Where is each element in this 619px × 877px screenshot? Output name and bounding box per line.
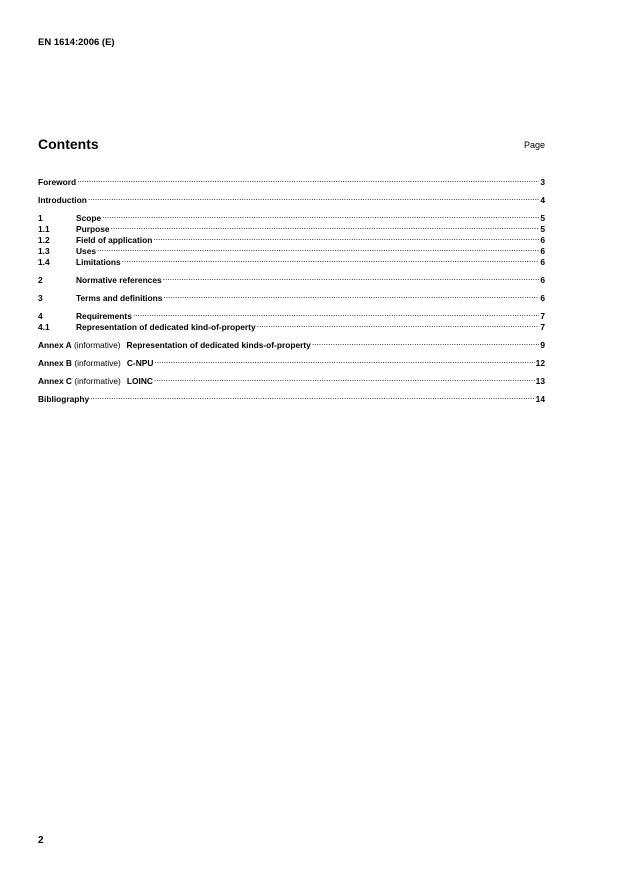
toc-title: LOINC bbox=[126, 376, 153, 386]
toc-entry-scope[interactable] bbox=[38, 211, 545, 221]
toc-page: 6 bbox=[540, 235, 545, 245]
toc-title: Limitations bbox=[76, 257, 121, 267]
toc-leader bbox=[88, 193, 539, 203]
toc-title: Purpose bbox=[76, 224, 110, 234]
toc-page: 12 bbox=[535, 358, 545, 368]
toc-page: 13 bbox=[535, 376, 545, 386]
toc-page: 4 bbox=[540, 195, 545, 205]
toc-page: 6 bbox=[540, 246, 545, 256]
toc-leader bbox=[153, 233, 539, 243]
toc-title: Uses bbox=[76, 246, 97, 256]
toc-leader bbox=[154, 356, 534, 366]
toc-entry-introduction[interactable] bbox=[38, 193, 545, 203]
toc-leader bbox=[163, 291, 539, 301]
toc-leader bbox=[257, 320, 540, 330]
toc-page: 6 bbox=[540, 293, 545, 303]
toc-entry-representation-kind-of-property[interactable] bbox=[38, 320, 545, 330]
toc-number: 1.4 bbox=[38, 257, 50, 267]
toc-entry-annex-c[interactable] bbox=[38, 374, 545, 384]
toc-page: 5 bbox=[540, 213, 545, 223]
toc-page: 14 bbox=[535, 394, 545, 404]
toc-page: 3 bbox=[540, 177, 545, 187]
toc-entry-field-of-application[interactable] bbox=[38, 233, 545, 243]
annex-label: Annex A bbox=[38, 340, 72, 350]
toc-page: 7 bbox=[540, 311, 545, 321]
annex-informative: (informative) bbox=[74, 340, 121, 350]
toc-entry-limitations[interactable] bbox=[38, 255, 545, 265]
toc-leader bbox=[90, 392, 534, 402]
toc-leader bbox=[77, 175, 539, 185]
toc-leader bbox=[122, 255, 540, 265]
toc-entry-bibliography[interactable] bbox=[38, 392, 545, 402]
toc-title: Foreword bbox=[38, 177, 77, 187]
annex-informative: (informative) bbox=[74, 376, 121, 386]
toc-entry-purpose[interactable] bbox=[38, 222, 545, 232]
toc-title: Representation of dedicated kind-of-property bbox=[76, 322, 256, 332]
toc-leader bbox=[163, 273, 540, 283]
toc-title: Terms and definitions bbox=[76, 293, 163, 303]
toc-leader bbox=[111, 222, 540, 232]
toc-title: Scope bbox=[76, 213, 102, 223]
toc-number: 1.1 bbox=[38, 224, 50, 234]
toc-page: 9 bbox=[540, 340, 545, 350]
toc-title: C-NPU bbox=[126, 358, 154, 368]
toc-title: Introduction bbox=[38, 195, 87, 205]
toc-title: Normative references bbox=[76, 275, 162, 285]
contents-heading: Contents bbox=[38, 136, 99, 152]
toc-leader bbox=[312, 338, 540, 348]
toc-leader bbox=[154, 374, 535, 384]
toc-number: 1.3 bbox=[38, 246, 50, 256]
toc-entry-uses[interactable] bbox=[38, 244, 545, 254]
toc-number: 4 bbox=[38, 311, 43, 321]
annex-label: Annex C bbox=[38, 376, 72, 386]
toc-page: 5 bbox=[540, 224, 545, 234]
toc-title: Field of application bbox=[76, 235, 153, 245]
annex-label: Annex B bbox=[38, 358, 72, 368]
toc-leader bbox=[133, 309, 539, 319]
toc-number: 4.1 bbox=[38, 322, 50, 332]
toc-entry-foreword[interactable] bbox=[38, 175, 545, 185]
document-id-header: EN 1614:2006 (E) bbox=[38, 37, 115, 48]
toc-entry-normative-references[interactable] bbox=[38, 273, 545, 283]
toc-entry-requirements[interactable] bbox=[38, 309, 545, 319]
toc-leader bbox=[102, 211, 539, 221]
footer-page-number: 2 bbox=[38, 835, 44, 846]
toc-title: Bibliography bbox=[38, 394, 90, 404]
toc-entry-terms-and-definitions[interactable] bbox=[38, 291, 545, 301]
toc-entry-annex-b[interactable] bbox=[38, 356, 545, 366]
toc-number: 1 bbox=[38, 213, 43, 223]
toc-title: Representation of dedicated kinds-of-property bbox=[126, 340, 311, 350]
toc-number: 3 bbox=[38, 293, 43, 303]
page-column-label: Page bbox=[523, 140, 545, 150]
annex-informative: (informative) bbox=[74, 358, 121, 368]
toc-leader bbox=[97, 244, 539, 254]
toc-number: 1.2 bbox=[38, 235, 50, 245]
toc-number: 2 bbox=[38, 275, 43, 285]
toc-page: 6 bbox=[540, 275, 545, 285]
toc-title: Requirements bbox=[76, 311, 132, 321]
toc-entry-annex-a[interactable] bbox=[38, 338, 545, 348]
toc-page: 7 bbox=[540, 322, 545, 332]
toc-page: 6 bbox=[540, 257, 545, 267]
